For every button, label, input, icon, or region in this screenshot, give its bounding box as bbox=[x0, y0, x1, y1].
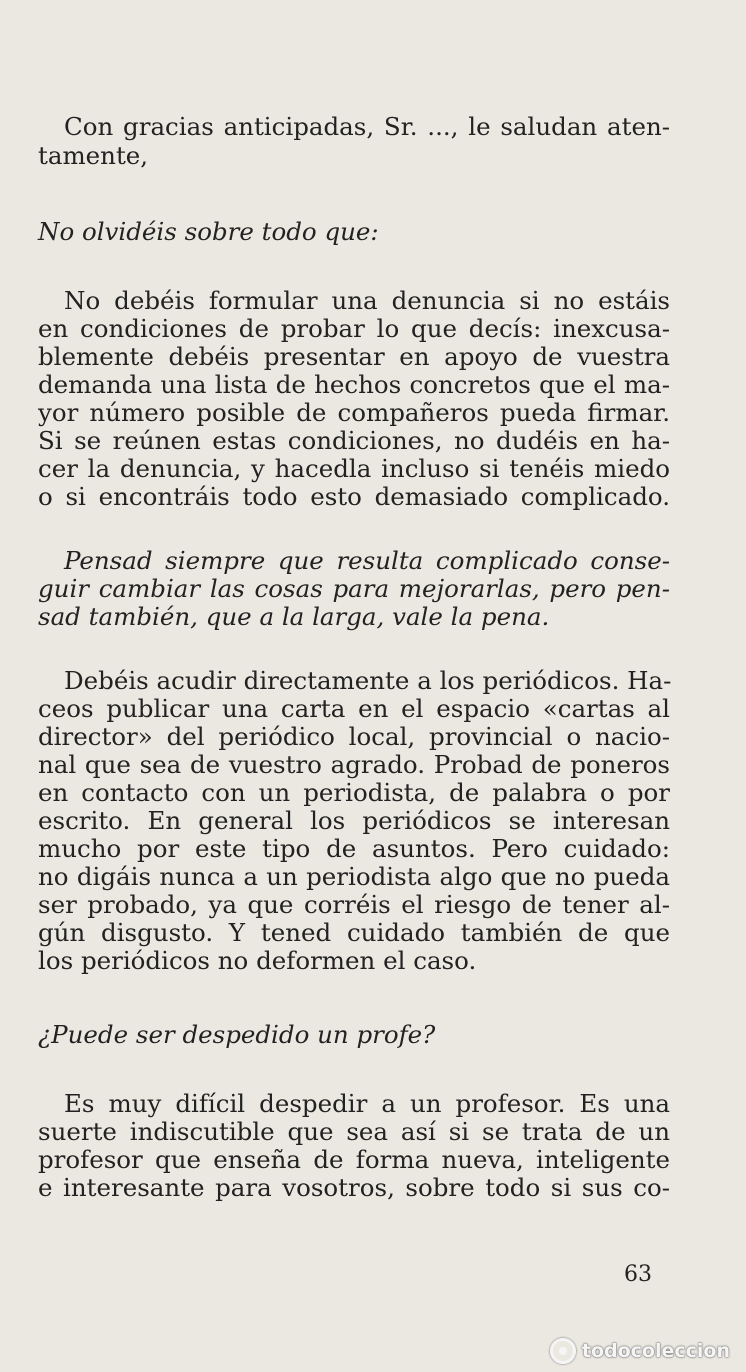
watermark-logo-icon bbox=[550, 1338, 576, 1364]
text-line: Si se reúnen estas condiciones, no dudéis en ha- bbox=[38, 426, 670, 455]
text-line: suerte indiscutible que sea así si se trata de un bbox=[38, 1117, 670, 1146]
text-line: nal que sea de vuestro agrado. Probad de poneros bbox=[38, 750, 670, 779]
text-line: los periódicos no deformen el caso. bbox=[38, 946, 477, 975]
text-line: e interesante para vosotros, sobre todo si sus co- bbox=[38, 1173, 670, 1202]
text-line: o si encontráis todo esto demasiado complicado. bbox=[38, 482, 670, 511]
text-line: tamente, bbox=[38, 141, 149, 170]
watermark bbox=[550, 1338, 730, 1364]
italic-text-line: guir cambiar las cosas para mejorarlas, pero pen- bbox=[38, 574, 670, 603]
text-line: yor número posible de compañeros pueda firmar. bbox=[38, 398, 670, 427]
text-line: director» del periódico local, provincial o nacio- bbox=[38, 722, 670, 751]
text-line: profesor que enseña de forma nueva, inteligente bbox=[38, 1145, 670, 1174]
text-line: Es muy difícil despedir a un profesor. Es una bbox=[64, 1089, 670, 1118]
text-line: demanda una lista de hechos concretos que el ma- bbox=[38, 370, 670, 399]
text-line: No debéis formular una denuncia si no estáis bbox=[64, 286, 670, 315]
text-line: mucho por este tipo de asuntos. Pero cuidado: bbox=[38, 834, 670, 863]
text-line: ceos publicar una carta en el espacio «cartas al bbox=[38, 694, 670, 723]
text-line: Con gracias anticipadas, Sr. ..., le saludan aten- bbox=[64, 112, 670, 141]
text-line: cer la denuncia, y hacedla incluso si tenéis miedo bbox=[38, 454, 670, 483]
text-line: no digáis nunca a un periodista algo que no pueda bbox=[38, 862, 670, 891]
text-line: blemente debéis presentar en apoyo de vuestra bbox=[38, 342, 670, 371]
text-line: escrito. En general los periódicos se interesan bbox=[38, 806, 670, 835]
page-number: 63 bbox=[624, 1262, 652, 1287]
text-line: en contacto con un periodista, de palabra o por bbox=[38, 778, 670, 807]
text-line: gún disgusto. Y tened cuidado también de que bbox=[38, 918, 670, 947]
italic-text-line: No olvidéis sobre todo que: bbox=[38, 217, 379, 246]
italic-text-line: Pensad siempre que resulta complicado conse- bbox=[64, 546, 670, 575]
text-line: Debéis acudir directamente a los periódicos. Ha- bbox=[64, 666, 672, 695]
italic-text-line: sad también, que a la larga, vale la pena. bbox=[38, 602, 550, 631]
text-line: ser probado, ya que corréis el riesgo de tener al- bbox=[38, 890, 670, 919]
text-line: en condiciones de probar lo que decís: inexcusa- bbox=[38, 314, 670, 343]
watermark-text: todocoleccion bbox=[581, 1340, 730, 1362]
italic-text-line: ¿Puede ser despedido un profe? bbox=[38, 1020, 436, 1049]
